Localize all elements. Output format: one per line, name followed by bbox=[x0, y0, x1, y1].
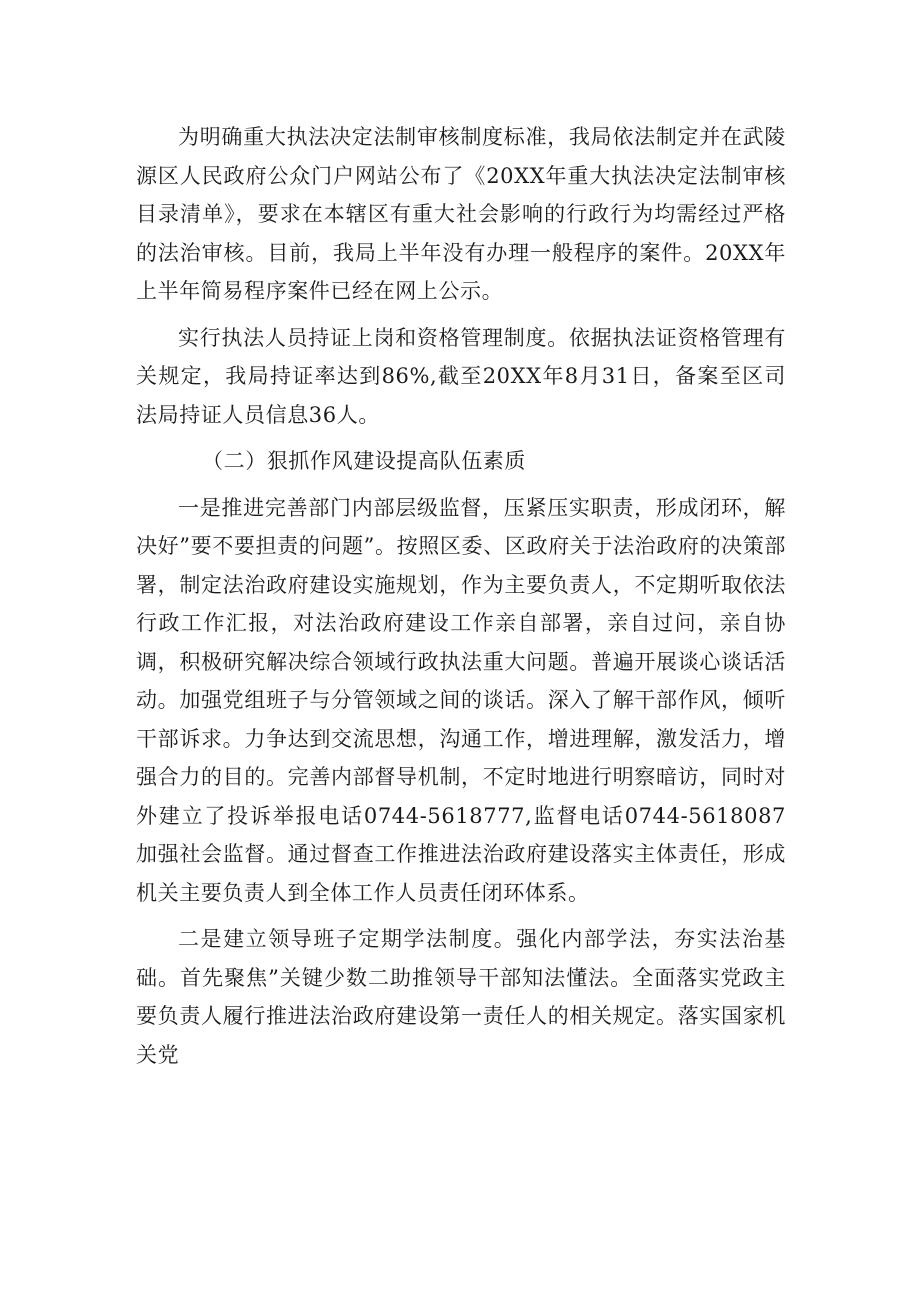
paragraph-legal-review: 为明确重大执法决定法制审核制度标准，我局依法制定并在武陵源区人民政府公众门户网站公布了《20XX年重大执法决定法制审核目录清单》，要求在本辖区有重大社会影响的行政行为均需经过严格的法治审核。目前，我局上半年没有办理一般程序的案件。20XX年上半年简易程序案件已经在网上公示。 bbox=[136, 125, 786, 303]
paragraph-supervision: 一是推进完善部门内部层级监督，压紧压实职责，形成闭环，解决好”要不要担责的问题”。按照区委、区政府关于法治政府的决策部署，制定法治政府建设实施规划，作为主要负责人，不定期听取依法行政工作汇报，对法治政府建设工作亲自部署，亲自过问，亲自协调，积极研究解决综合领域行政执法重大问题。普遍开展谈心谈话活动。加强党组班子与分管领域之间的谈话。深入了解干部作风，倾听干部诉求。力争达到交流思想，沟通工作，增进理解，激发活力，增强合力的目的。完善内部督导机制，不定时地进行明察暗访，同时对外建立了投诉举报电话0744-5618777,监督电话0744-5618087加强社会监督。通过督查工作推进法治政府建设落实主体责任，形成机关主要负责人到全体工作人员责任闭环体系。 bbox=[136, 495, 786, 905]
section-heading: （二）狠抓作风建设提高队伍素质 bbox=[202, 449, 526, 473]
paragraph-certification: 实行执法人员持证上岗和资格管理制度。依据执法证资格管理有关规定，我局持证率达到86%,截至20XX年8月31日，备案至区司法局持证人员信息36人。 bbox=[136, 325, 786, 427]
paragraph-study-system: 二是建立领导班子定期学法制度。强化内部学法，夯实法治基础。首先聚焦”关键少数二助推领导干部知法懂法。全面落实党政主要负责人履行推进法治政府建设第一责任人的相关规定。落实国家机关党 bbox=[136, 927, 786, 1067]
document-page bbox=[136, 118, 786, 1074]
